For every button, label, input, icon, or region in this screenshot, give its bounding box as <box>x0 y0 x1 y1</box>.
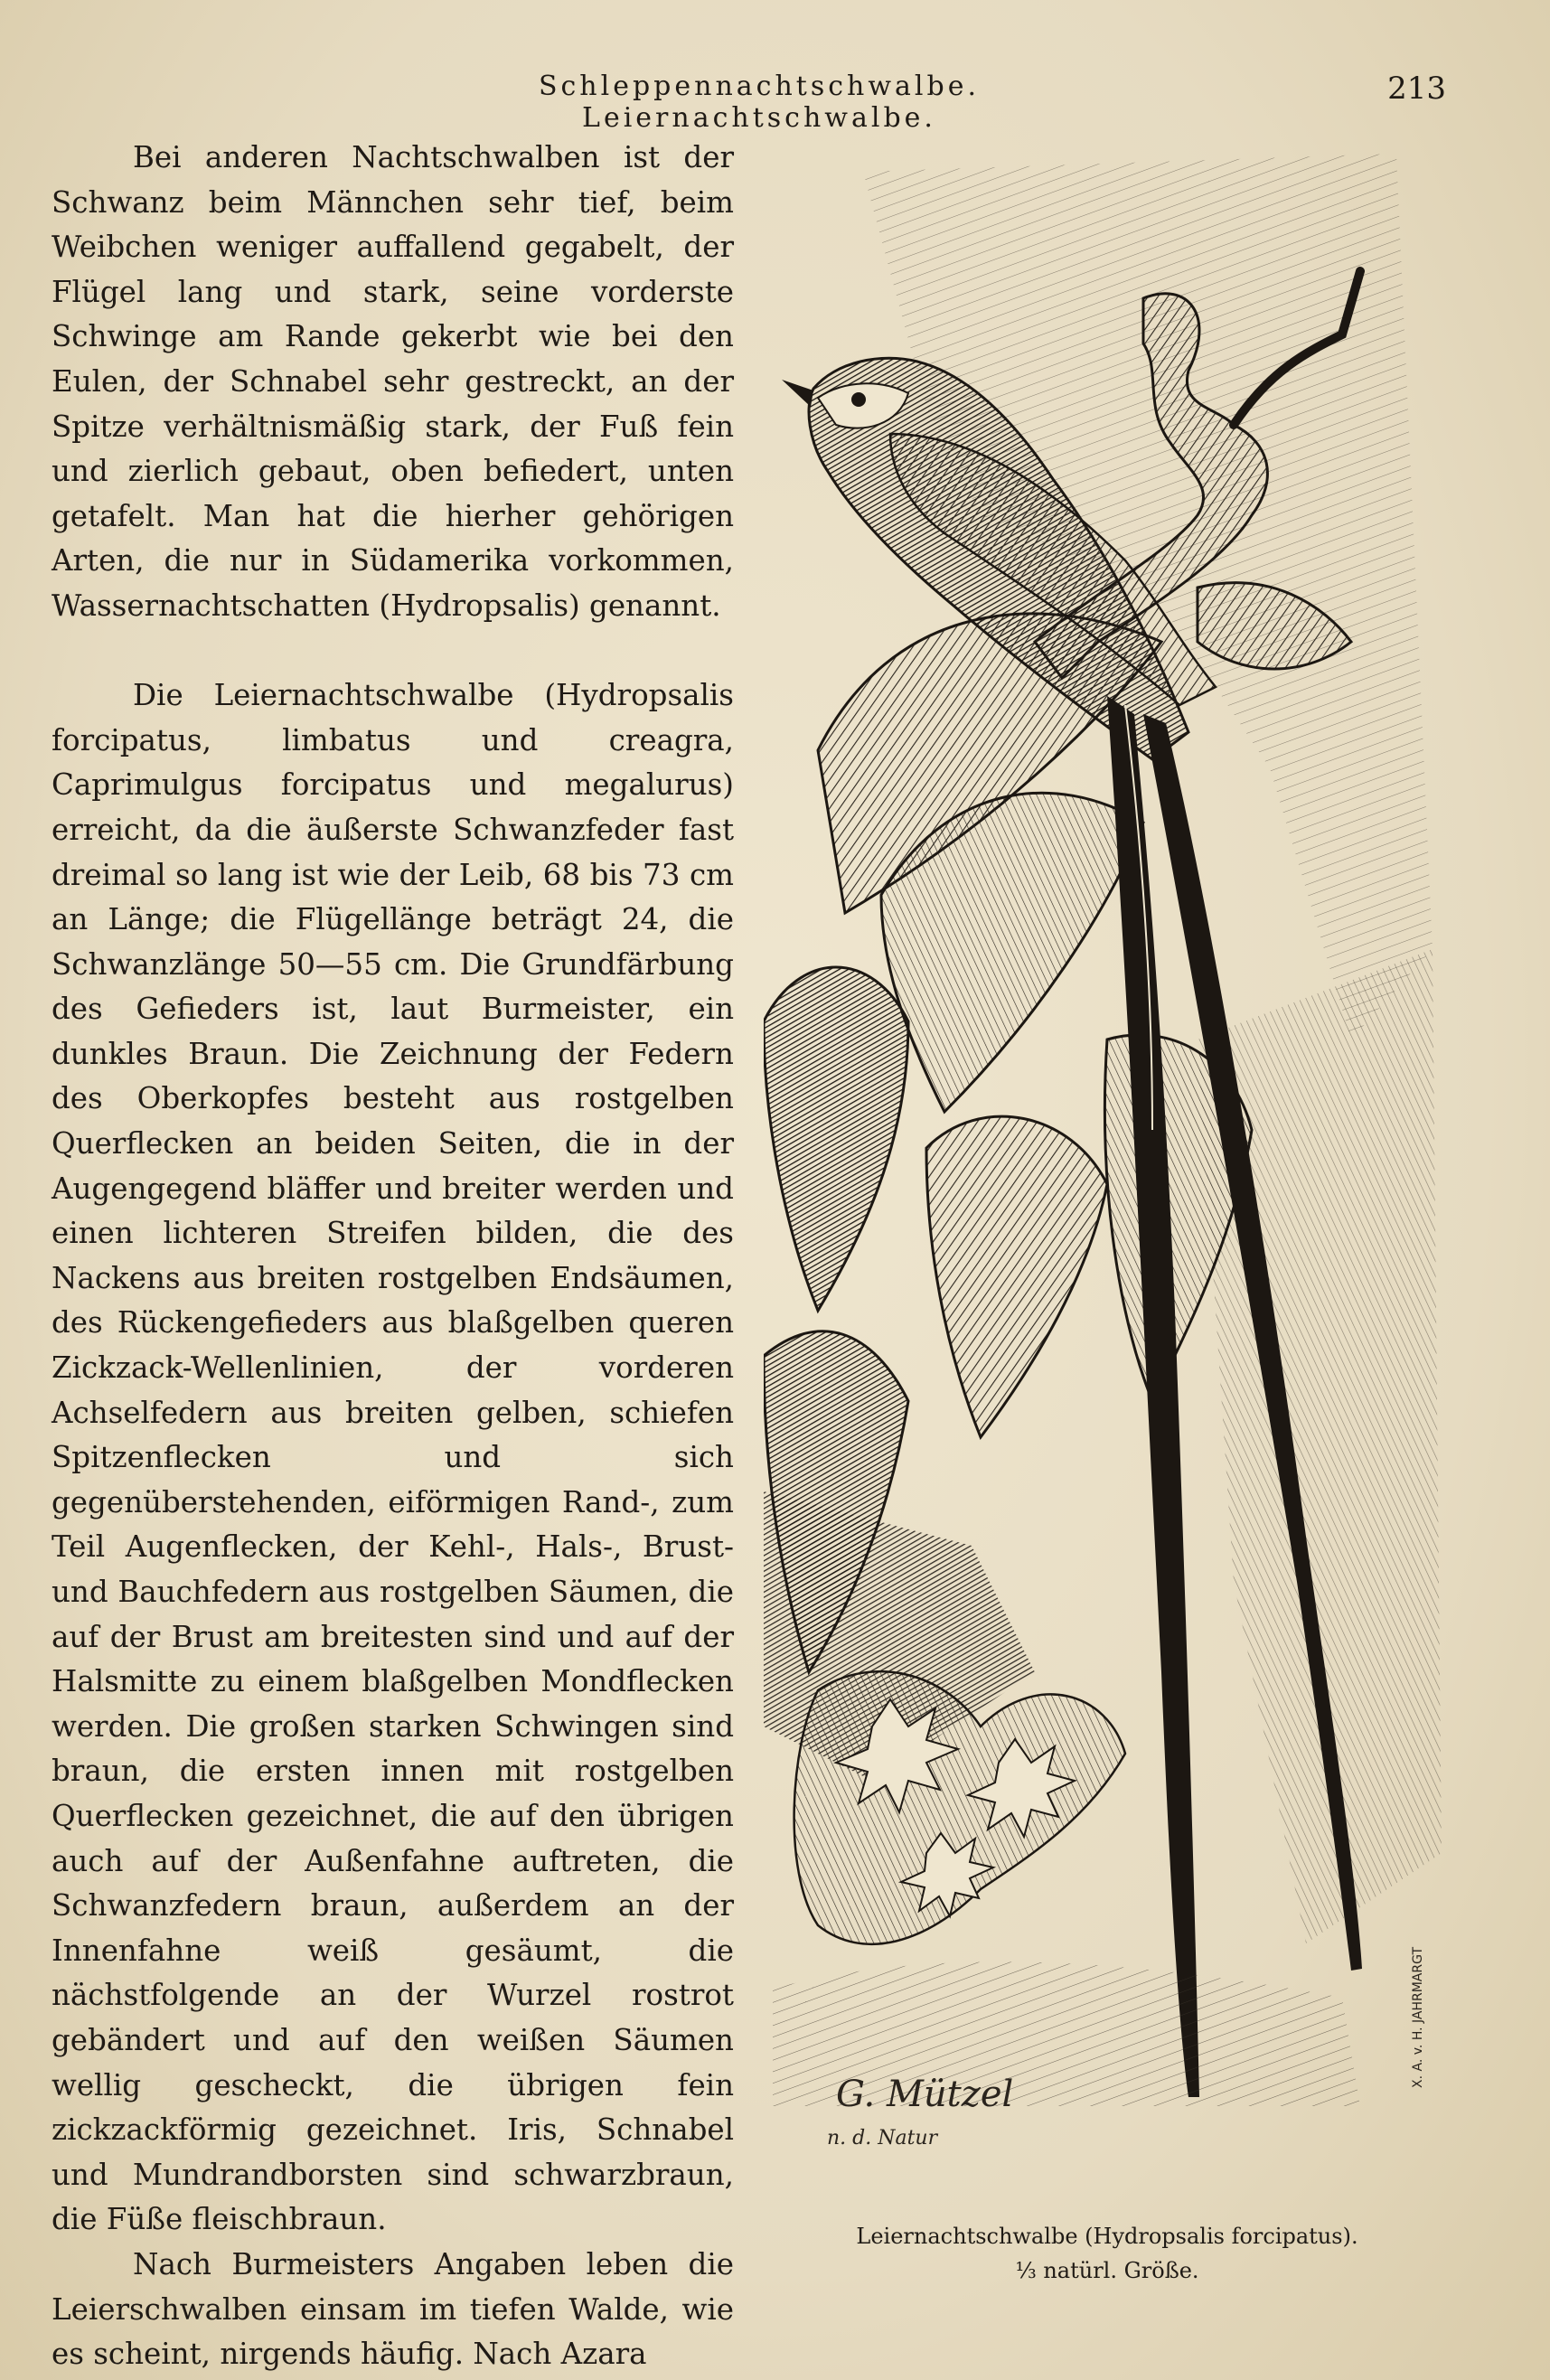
paragraph-3: Nach Burmeisters Angaben leben die Leierschwalben einsam im tiefen Walde, wie es scheint, nirgends häufig. Nach Azara <box>52 2246 734 2372</box>
caption-scale: ⅓ natürl. Größe. <box>1015 2258 1199 2283</box>
text-column <box>52 136 734 2377</box>
caption-title: Leiernachtschwalbe (Hydropsalis forcipatus). <box>856 2224 1358 2249</box>
paragraph-2: Die Leiernachtschwalbe (Hydropsalis forcipatus, limbatus und creagra, Caprimulgus forcipatus und megalurus) erreicht, da die äußerste Schwanzfeder fast dreimal so lang ist wie der Leib, 68 bis 73 cm an Länge; die Flügellänge beträgt 24, die Schwanzlänge 50—55 cm. Die Grundfärbung des Gefieders ist, laut Burmeister, ein dunkles Braun. Die Zeichnung der Federn des Oberkopfes besteht aus rostgelben Querflecken an beiden Seiten, die in der Augengegend bläffer und breiter werden und einen lichteren Streifen bilden, die des Nackens aus breiten rostgelben Endsäumen, des Rückengefieders aus blaßgelben queren Zickzack-Wellenlinien, der vorderen Achselfedern aus breiten gelben, schiefen Spitzenflecken und sich gegenüberstehenden, eiförmigen Rand-, zum Teil Augenflecken, der Kehl-, Hals-, Brust- und Bauchfedern aus rostgelben Säumen, die auf der Brust am breitesten sind und auf der Halsmitte zu einem blaßgelben Mondflecken werden. Die großen starken Schwingen sind braun, die ersten innen mit rostgelben Querflecken gezeichnet, die auf den übrigen auch auf der Außenfahne auftreten, die Schwanzfedern braun, außerdem an der Innenfahne weiß gesäumt, die nächstfolgende an der Wurzel rostrot gebändert und auf den weißen Säumen wellig gescheckt, die übrigen fein zickzackförmig gezeichnet. Iris, Schnabel und Mundrandborsten sind schwarzbraun, die Füße fleischbraun. <box>52 678 734 2237</box>
artist-signature: G. Mützel <box>836 2074 1014 2115</box>
engraver-mark: X. A. v. H. JAHRMARGT <box>1411 1946 1425 2088</box>
signature-note: n. d. Natur <box>827 2127 938 2150</box>
bird-illustration <box>764 136 1451 2178</box>
engraving-svg <box>764 136 1451 2178</box>
page-number: 213 <box>1387 71 1446 107</box>
paragraph-1: Bei anderen Nachtschwalben ist der Schwanz beim Männchen sehr tief, beim Weibchen weniger auffallend gegabelt, der Flügel lang und stark, seine vorderste Schwinge am Rande gekerbt wie bei den Eulen, der Schnabel sehr gestreckt, an der Spitze verhältnismäßig stark, der Fuß fein und zierlich gebaut, oben befiedert, unten getafelt. Man hat die hierher gehörigen Arten, die nur in Südamerika vorkommen, Wassernachtschatten (Hydropsalis) genannt. <box>52 140 734 623</box>
figure-caption <box>764 2219 1451 2288</box>
running-head: Schleppennachtschwalbe. Leiernachtschwalbe. <box>538 71 981 134</box>
